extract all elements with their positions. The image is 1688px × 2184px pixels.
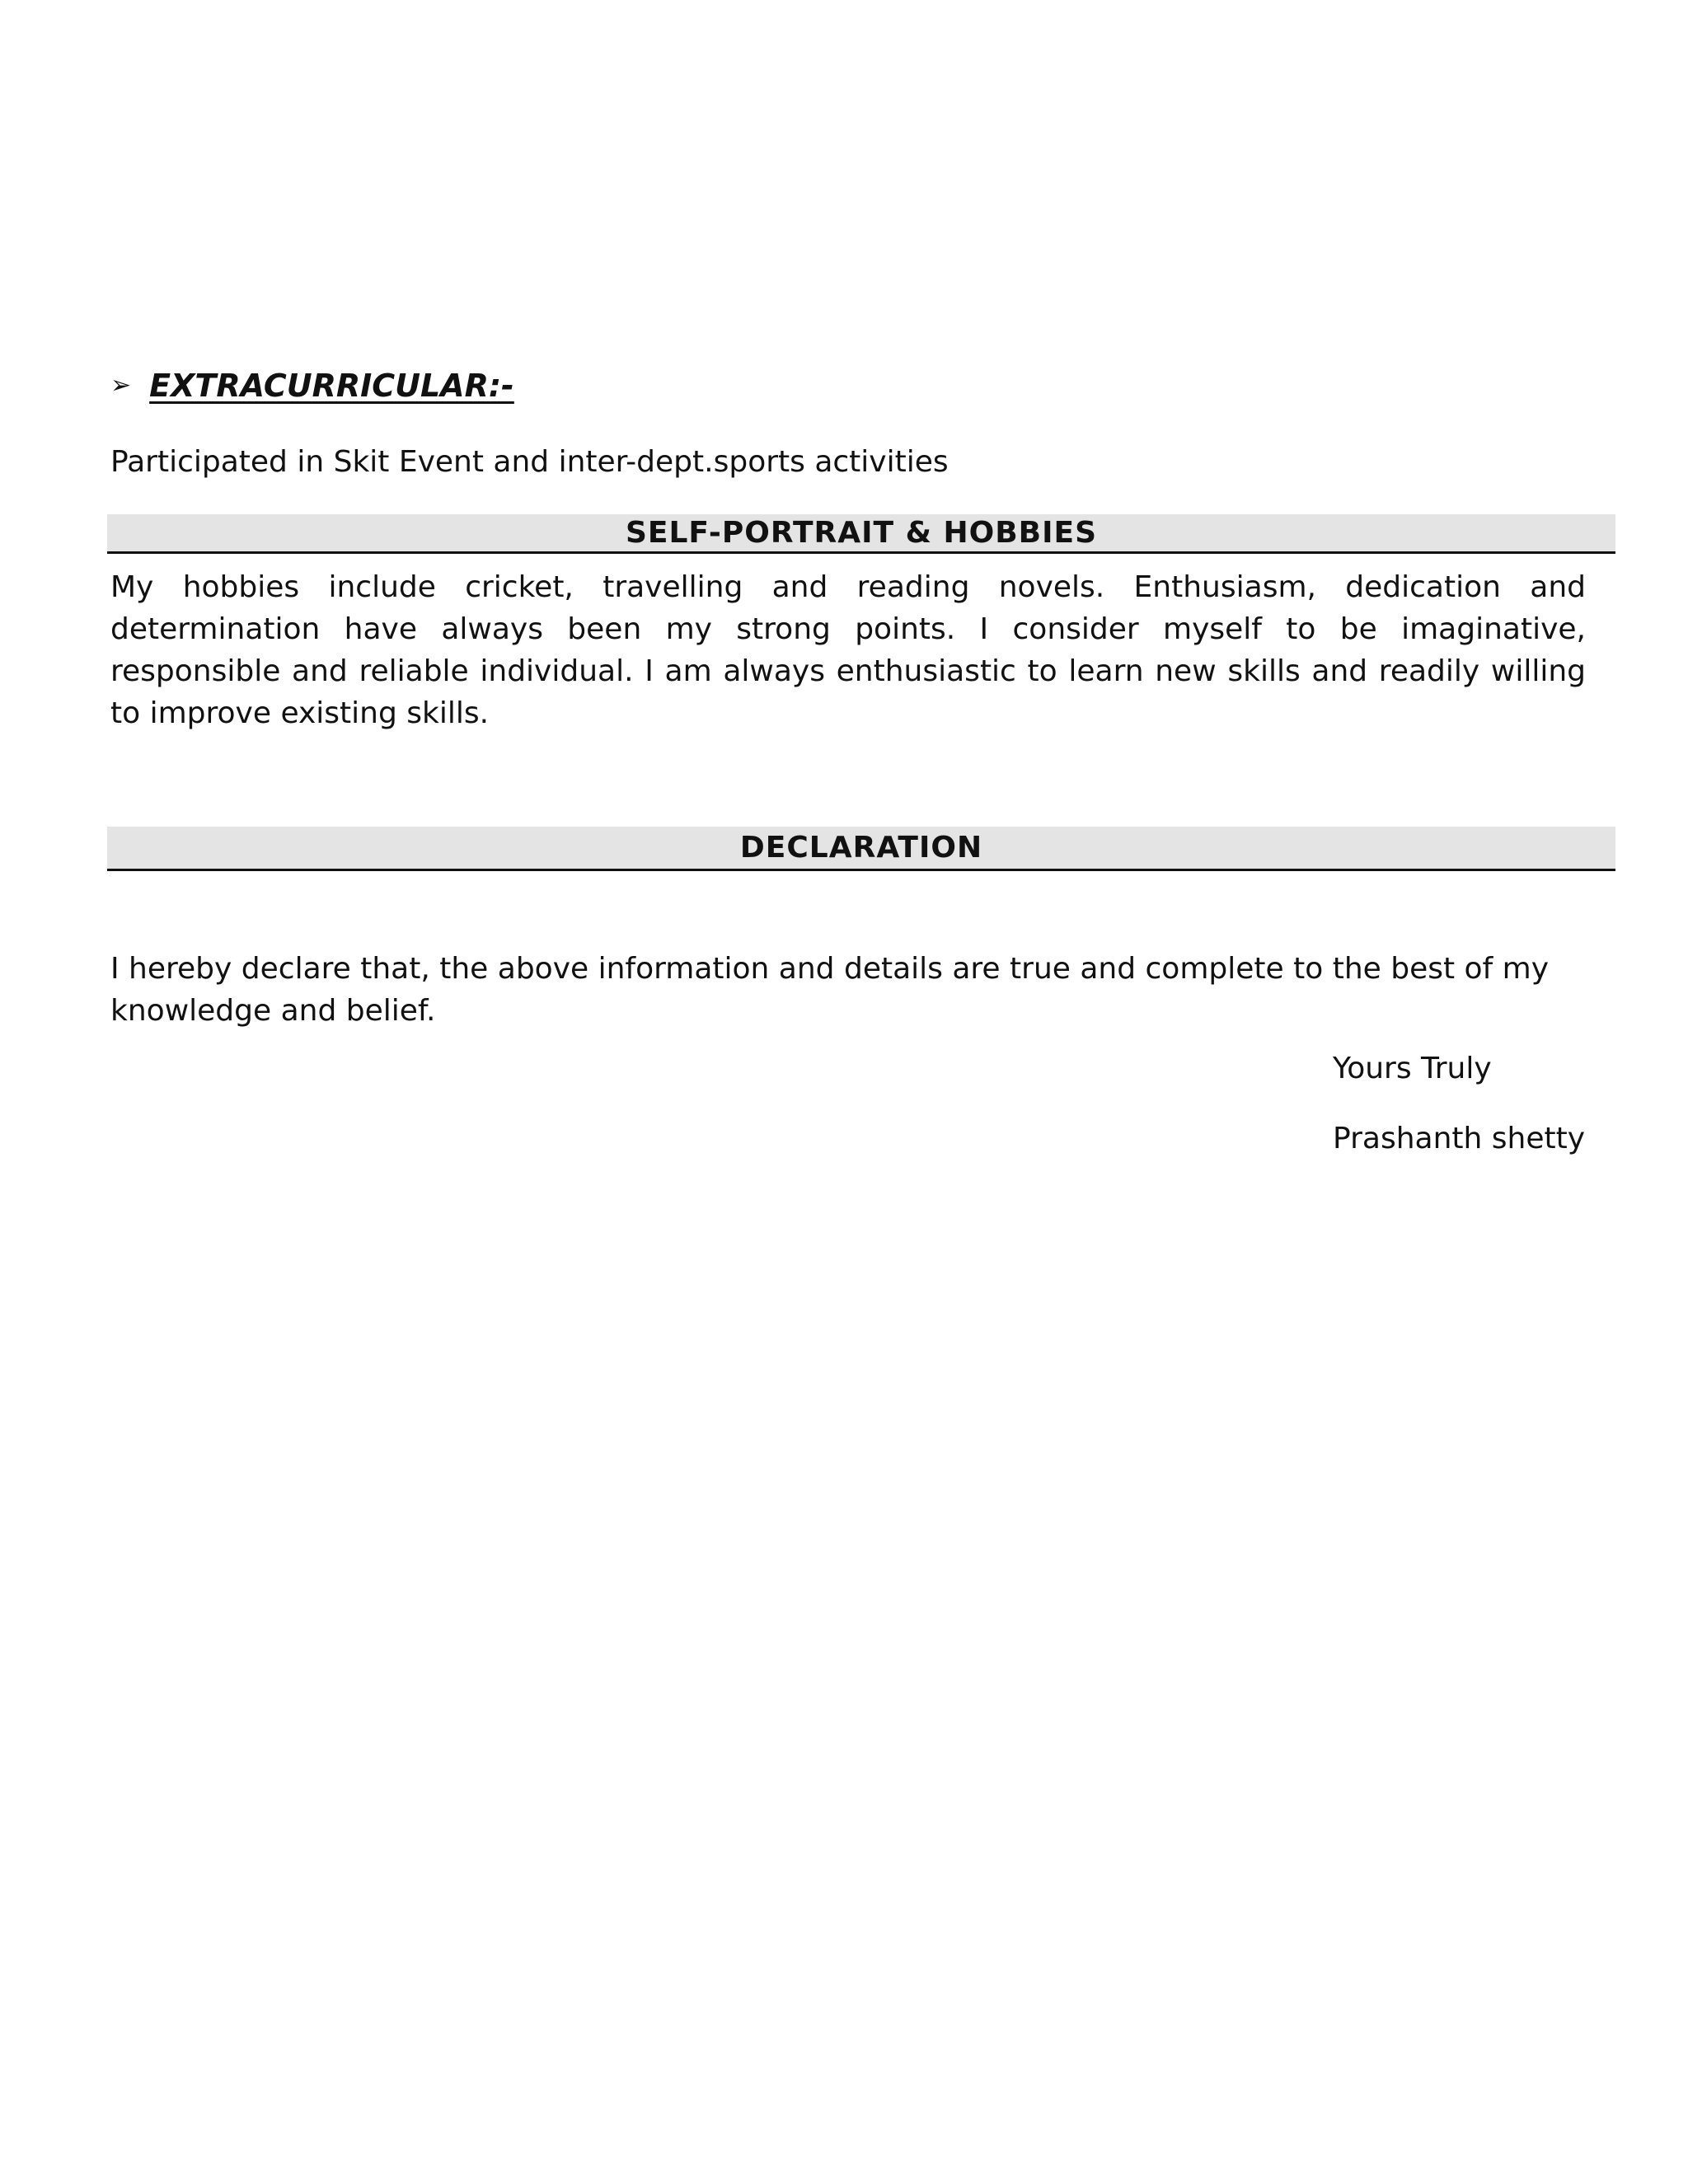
arrow-bullet-icon: ➢ bbox=[110, 371, 132, 400]
declaration-paragraph: I hereby declare that, the above information and details are true and complete to the best of my knowledge and belief. bbox=[110, 952, 1550, 1028]
extracurricular-text: Participated in Skit Event and inter-dept.sports activities bbox=[110, 445, 949, 479]
extracurricular-heading bbox=[110, 368, 514, 404]
signature-name: Prashanth shetty bbox=[1333, 1122, 1586, 1155]
extracurricular-title: EXTRACURRICULAR:- bbox=[149, 368, 514, 404]
hobbies-paragraph: My hobbies include cricket, travelling and reading novels. Enthusiasm, dedication and determination have always been my strong points. I consider myself to be imaginative, responsible and reliable individual. I am always enthusiastic to learn new skills and readily willing to improve existing skills. bbox=[110, 570, 1586, 730]
declaration-section-header: DECLARATION bbox=[107, 827, 1615, 871]
closing-text: Yours Truly bbox=[1333, 1052, 1492, 1085]
hobbies-section-header: SELF-PORTRAIT & HOBBIES bbox=[107, 514, 1615, 554]
